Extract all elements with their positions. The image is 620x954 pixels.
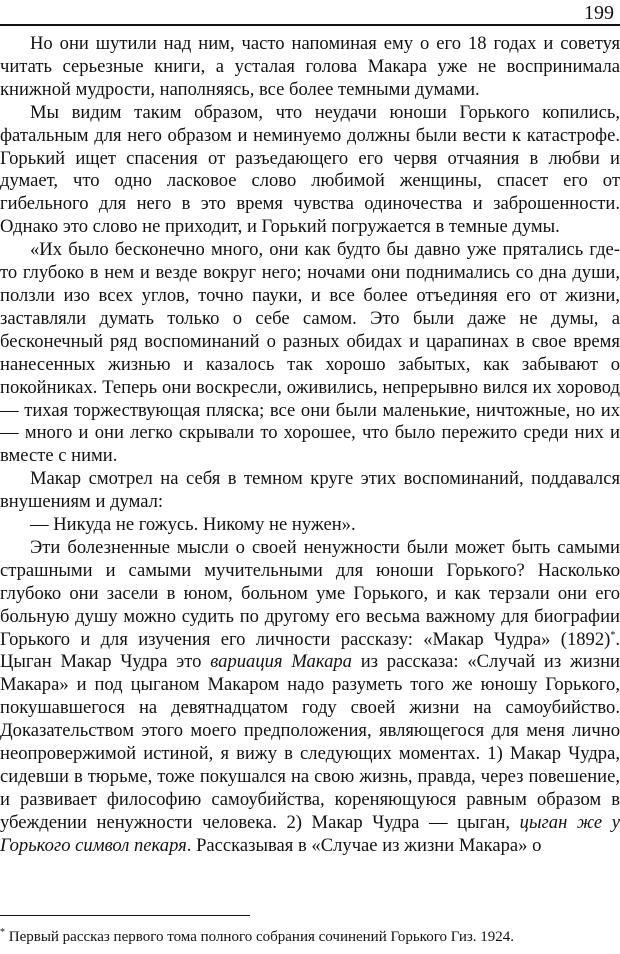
footnote: [0, 928, 620, 946]
paragraph: «Их было бесконечно много, они как будто бы давно уже прятались где-то глубоко в нем и везде вокруг него; ночами они поднимались со дна души, ползли изо всех углов, точно пауки, и все более отъединяя его от жизни, заставляли думать только о себе самом. Это были даже не думы, а бесконечный ряд воспоминаний о разных обидах и царапинах в свое время нанесенных жизнью и казалось так хорошо забытых, как забывают о покойниках. Теперь они воскресли, оживились, непрерывно вился их хоровод — тихая торжествующая пляска; все они были маленькие, ничтожные, но их — много и они легко скрывали то хорошее, что было пережито среди них и вместе с ними.: [0, 239, 620, 467]
text-segment: Эти болезненные мысли о своей ненужности были может быть самыми страшными и самыми мучительными для юноши Горького? Насколько глубоко они засели в юном, больном уме Горького, и как терзали они его больную душу можно судить по другому его весьма важному для биографии Горького и для изучения его личности рассказу: «Макар Чудра» (1892): [0, 536, 620, 650]
page-number: 199: [584, 2, 614, 24]
footnote-mark: *: [0, 927, 5, 938]
text-segment: из рассказа: «Случай из жизни Макара» и под цыганом Макаром надо разуметь того же юношу Горького, покушавшегося на девятнадцатом году своей жизни на самоубийство. Доказательством этого моего предположения, являющегося для меня лично неопровержимой истиной, я вижу в следующих моментах. 1) Макар Чудра, сидевши в тюрьме, тоже покушался на свою жизнь, правда, через повешение, и развивает философию самоубийства, кореняющуюся равным образом в убеждении ненужности человека. 2) Макар Чудра — цыган,: [0, 651, 620, 833]
paragraph: Макар смотрел на себя в темном круге этих воспоминаний, поддавался внушениям и думал:: [0, 468, 620, 513]
italic-emphasis: цыган же у Горького символ пекаря: [0, 811, 620, 856]
paragraph: — Никуда не гожусь. Никому не нужен».: [30, 514, 356, 536]
italic-emphasis: вариация Макара: [210, 651, 352, 673]
text-segment: . Цыган Макар Чудра это: [0, 628, 620, 673]
footnote-reference: *: [610, 629, 616, 641]
footnote-text: Первый рассказ первого тома полного собрания сочинений Горького Гиз. 1924.: [8, 929, 515, 945]
paragraph: [0, 537, 620, 858]
paragraph: Но они шутили над ним, часто напоминая ему о его 18 годах и советуя читать серьезные книги, а усталая голова Макара уже не воспринимала книжной мудрости, наполняясь, все более темными думами.: [0, 33, 620, 100]
paragraph: Мы видим таким образом, что неудачи юноши Горького копились, фатальным для него образом и неминуемо должны были вести к катастрофе. Горький ищет спасения от разъедающего его червя отчаяния в любви и думает, что одно ласковое слово любимой женщины, спасет его от гибельного для него в это время чувства одиночества и заброшенности. Однако это слово не приходит, и Горький погружается в темные думы.: [0, 101, 620, 238]
body-text: [0, 33, 620, 858]
header-rule: [0, 24, 620, 26]
text-segment: . Рассказывая в «Случае из жизни Макара» о: [186, 834, 542, 856]
footnote-rule: [0, 915, 250, 916]
